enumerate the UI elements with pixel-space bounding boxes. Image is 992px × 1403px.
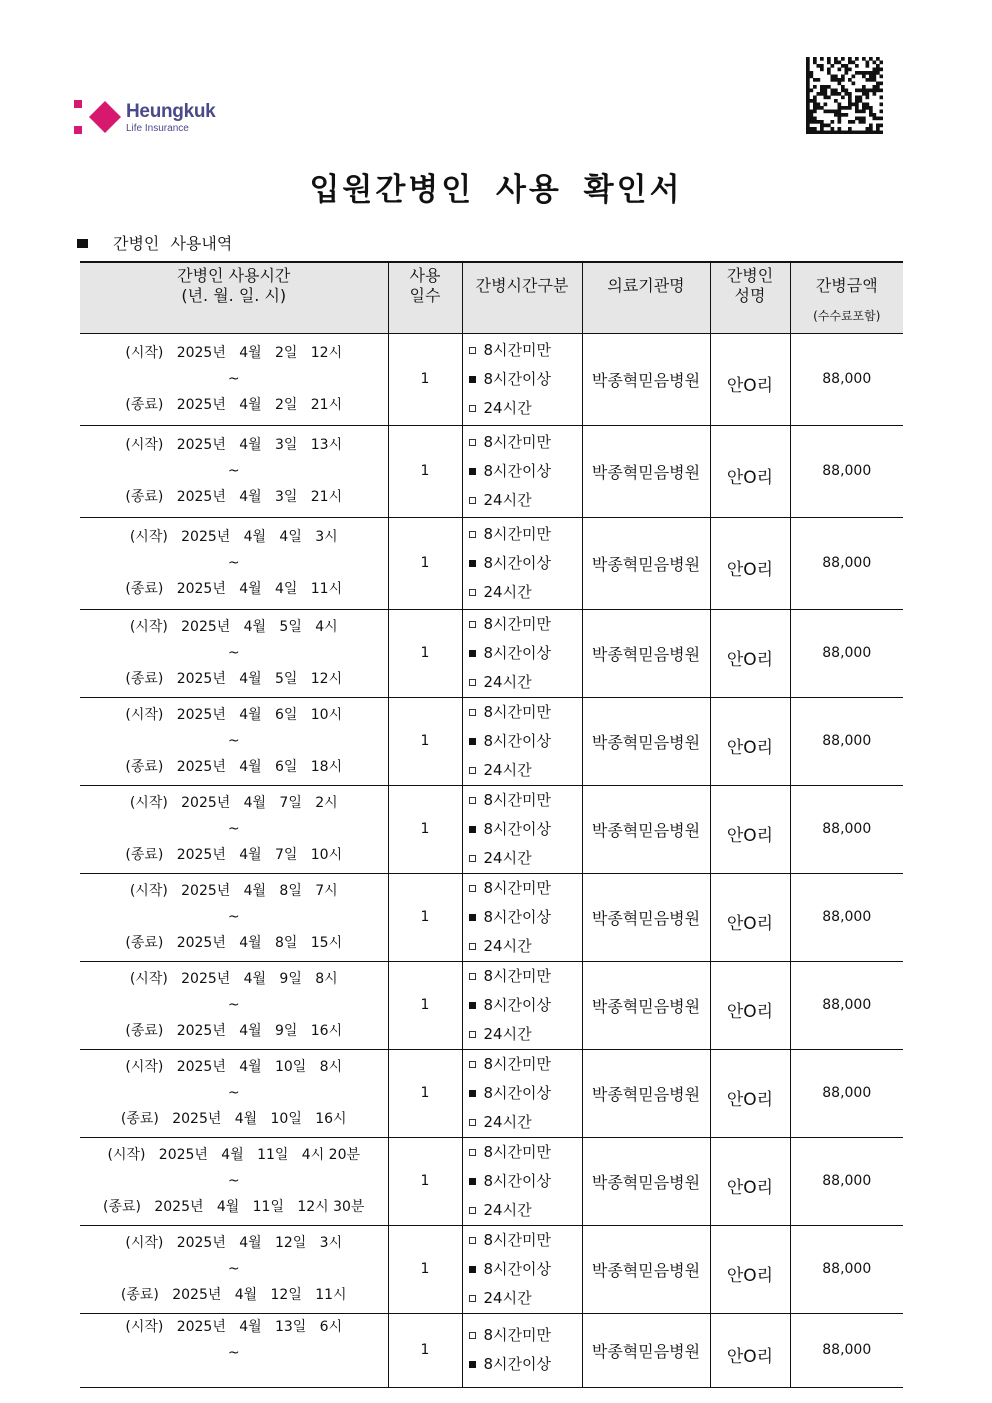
care-type-option (469, 428, 582, 457)
caregiver-name-cell: 안O리 (710, 609, 790, 697)
care-type-option-label: 8시간이상 (483, 369, 552, 388)
usage-period-cell (80, 425, 388, 517)
period-start: (시작) 2025년 4월 3일 13시 (125, 437, 343, 453)
checked-box-icon (469, 468, 476, 475)
care-type-option-label: 24시간 (483, 848, 532, 867)
unchecked-box-icon (469, 1061, 476, 1068)
care-type-option (469, 639, 582, 668)
company-subtitle: Life Insurance (126, 123, 189, 134)
usage-period-cell (80, 1225, 388, 1313)
care-type-cell (462, 1225, 582, 1313)
header-caregiver-name (710, 262, 790, 333)
amount-cell: 88,000 (790, 697, 903, 785)
usage-period-cell (80, 1049, 388, 1137)
header-amount-label: 간병금액 (815, 276, 878, 295)
care-type-option-label: 24시간 (483, 672, 532, 691)
care-type-option-label: 8시간이상 (483, 819, 552, 838)
period-end: (종료) 2025년 4월 2일 21시 (125, 397, 343, 413)
care-type-option (469, 1020, 582, 1049)
header-days-line2: 일수 (409, 286, 441, 305)
table-header-row (80, 262, 903, 333)
header-caregiver-line1: 간병인 (726, 266, 774, 285)
care-type-option (469, 1196, 582, 1225)
care-type-option-label: 8시간미만 (483, 702, 552, 721)
care-type-option-label: 8시간이상 (483, 907, 552, 926)
care-type-option-label: 8시간미만 (483, 614, 552, 633)
care-type-option (469, 549, 582, 578)
care-type-option-label: 24시간 (483, 1112, 532, 1131)
unchecked-box-icon (469, 709, 476, 716)
care-type-option (469, 1284, 582, 1313)
table-row (80, 1225, 903, 1313)
care-type-option (469, 365, 582, 394)
care-type-cell (462, 425, 582, 517)
table-row (80, 785, 903, 873)
usage-days-cell: 1 (388, 333, 462, 425)
unchecked-box-icon (469, 679, 476, 686)
hospital-cell: 박종혁믿음병원 (582, 961, 710, 1049)
caregiver-name-cell: 안O리 (710, 1049, 790, 1137)
care-type-option-label: 24시간 (483, 1288, 532, 1307)
caregiver-name-cell: 안O리 (710, 785, 790, 873)
care-type-cell (462, 517, 582, 609)
unchecked-box-icon (469, 405, 476, 412)
amount-cell: 88,000 (790, 1049, 903, 1137)
checked-box-icon (469, 1002, 476, 1009)
care-type-option-label: 8시간미만 (483, 432, 552, 451)
care-type-option (469, 698, 582, 727)
header-amount-sub: (수수료포함) (813, 309, 881, 323)
header-caregiver-line2: 성명 (734, 286, 766, 305)
period-start: (시작) 2025년 4월 13일 6시 (125, 1318, 343, 1335)
unchecked-box-icon (469, 885, 476, 892)
usage-period-cell (80, 697, 388, 785)
amount-cell: 88,000 (790, 425, 903, 517)
period-start: (시작) 2025년 4월 6일 10시 (125, 707, 343, 723)
care-type-cell (462, 1313, 582, 1387)
unchecked-box-icon (469, 1031, 476, 1038)
checked-box-icon (469, 1266, 476, 1273)
care-type-option-label: 8시간이상 (483, 731, 552, 750)
period-end: (종료) 2025년 4월 11일 12시 30분 (103, 1199, 365, 1215)
hospital-cell: 박종혁믿음병원 (582, 697, 710, 785)
period-tilde: ~ (227, 371, 240, 387)
period-end: (종료) 2025년 4월 6일 18시 (125, 759, 343, 775)
section-heading (77, 231, 232, 254)
caregiver-usage-table (80, 261, 903, 1388)
care-type-option (469, 486, 582, 515)
table-row (80, 873, 903, 961)
care-type-cell (462, 961, 582, 1049)
care-type-option (469, 727, 582, 756)
care-type-option-label: 8시간이상 (483, 1355, 552, 1373)
table-row (80, 1049, 903, 1137)
care-type-option (469, 1321, 582, 1350)
care-type-option (469, 1255, 582, 1284)
hospital-cell: 박종혁믿음병원 (582, 425, 710, 517)
care-type-option (469, 756, 582, 785)
unchecked-box-icon (469, 439, 476, 446)
hospital-cell: 박종혁믿음병원 (582, 333, 710, 425)
table-row (80, 961, 903, 1049)
table-row (80, 517, 903, 609)
unchecked-box-icon (469, 1149, 476, 1156)
care-type-cell (462, 873, 582, 961)
usage-period-cell (80, 517, 388, 609)
qr-code-icon (806, 57, 883, 134)
heungkuk-logo-icon (74, 100, 122, 136)
unchecked-box-icon (469, 589, 476, 596)
care-type-option-label: 24시간 (483, 1200, 532, 1219)
table-row (80, 609, 903, 697)
period-tilde: ~ (227, 733, 240, 749)
care-type-option-label: 8시간미만 (483, 1326, 552, 1344)
care-type-cell (462, 609, 582, 697)
usage-period-cell (80, 1137, 388, 1225)
period-tilde: ~ (227, 1085, 240, 1101)
period-tilde: ~ (227, 1261, 240, 1277)
period-tilde: ~ (227, 645, 240, 661)
period-end: (종료) 2025년 4월 10일 16시 (120, 1111, 347, 1127)
unchecked-box-icon (469, 767, 476, 774)
checked-box-icon (469, 1361, 476, 1368)
care-type-option (469, 578, 582, 607)
care-type-option (469, 962, 582, 991)
caregiver-name-cell: 안O리 (710, 425, 790, 517)
care-type-option-label: 24시간 (483, 1024, 532, 1043)
care-type-option-label: 8시간이상 (483, 461, 552, 480)
care-type-option-label: 8시간이상 (483, 1083, 552, 1102)
usage-days-cell: 1 (388, 425, 462, 517)
table-row (80, 425, 903, 517)
usage-days-cell: 1 (388, 785, 462, 873)
usage-days-cell: 1 (388, 517, 462, 609)
care-type-option (469, 1108, 582, 1137)
header-usage-days (388, 262, 462, 333)
usage-days-cell: 1 (388, 1049, 462, 1137)
period-start: (시작) 2025년 4월 10일 8시 (125, 1059, 343, 1075)
table-row (80, 333, 903, 425)
period-start: (시작) 2025년 4월 9일 8시 (129, 971, 338, 987)
care-type-option-label: 8시간미만 (483, 790, 552, 809)
period-end: (종료) 2025년 4월 8일 15시 (125, 935, 343, 951)
header-days-line1: 사용 (409, 266, 441, 285)
care-type-option (469, 1350, 582, 1379)
care-type-option-label: 24시간 (483, 582, 532, 601)
period-end: (종료) 2025년 4월 7일 10시 (125, 847, 343, 863)
care-type-option (469, 668, 582, 697)
usage-period-cell (80, 873, 388, 961)
unchecked-box-icon (469, 497, 476, 504)
period-end: (종료) 2025년 4월 4일 11시 (125, 581, 343, 597)
unchecked-box-icon (469, 1295, 476, 1302)
care-type-option (469, 610, 582, 639)
checked-box-icon (469, 1090, 476, 1097)
header-care-type: 간병시간구분 (462, 262, 582, 333)
care-type-option (469, 336, 582, 365)
care-type-option (469, 786, 582, 815)
unchecked-box-icon (469, 1119, 476, 1126)
usage-period-cell (80, 785, 388, 873)
header-amount (790, 262, 903, 333)
period-end: (종료) 2025년 4월 9일 16시 (125, 1023, 343, 1039)
table-row (80, 1137, 903, 1225)
care-type-option-label: 8시간이상 (483, 995, 552, 1014)
care-type-option (469, 520, 582, 549)
usage-days-cell: 1 (388, 697, 462, 785)
care-type-option (469, 844, 582, 873)
care-type-cell (462, 333, 582, 425)
care-type-option (469, 1226, 582, 1255)
hospital-cell: 박종혁믿음병원 (582, 517, 710, 609)
caregiver-name-cell: 안O리 (710, 333, 790, 425)
caregiver-name-cell: 안O리 (710, 517, 790, 609)
care-type-option-label: 24시간 (483, 490, 532, 509)
hospital-cell: 박종혁믿음병원 (582, 873, 710, 961)
usage-days-cell: 1 (388, 609, 462, 697)
caregiver-name-cell: 안O리 (710, 1313, 790, 1387)
header-period-line1: 간병인 사용시간 (177, 266, 291, 285)
unchecked-box-icon (469, 1207, 476, 1214)
hospital-cell: 박종혁믿음병원 (582, 1049, 710, 1137)
period-start: (시작) 2025년 4월 7일 2시 (129, 795, 338, 811)
period-tilde: ~ (227, 555, 240, 571)
care-type-cell (462, 697, 582, 785)
care-type-option (469, 457, 582, 486)
period-end: (종료) 2025년 4월 12일 11시 (120, 1287, 347, 1303)
usage-days-cell: 1 (388, 961, 462, 1049)
care-type-cell (462, 785, 582, 873)
unchecked-box-icon (469, 797, 476, 804)
unchecked-box-icon (469, 1237, 476, 1244)
hospital-cell: 박종혁믿음병원 (582, 609, 710, 697)
unchecked-box-icon (469, 855, 476, 862)
care-type-option-label: 8시간미만 (483, 524, 552, 543)
period-end: (종료) 2025년 4월 3일 21시 (125, 489, 343, 505)
period-end: (종료) 2025년 4월 5일 12시 (125, 671, 343, 687)
caregiver-name-cell: 안O리 (710, 873, 790, 961)
period-start: (시작) 2025년 4월 12일 3시 (125, 1235, 343, 1251)
amount-cell: 88,000 (790, 1225, 903, 1313)
care-type-option (469, 394, 582, 423)
header-hospital: 의료기관명 (582, 262, 710, 333)
usage-period-cell (80, 961, 388, 1049)
amount-cell: 88,000 (790, 333, 903, 425)
usage-days-cell: 1 (388, 1137, 462, 1225)
unchecked-box-icon (469, 531, 476, 538)
care-type-option-label: 8시간미만 (483, 340, 552, 359)
period-start: (시작) 2025년 4월 5일 4시 (129, 619, 338, 635)
period-start: (시작) 2025년 4월 2일 12시 (125, 345, 343, 361)
hospital-cell: 박종혁믿음병원 (582, 1313, 710, 1387)
period-start: (시작) 2025년 4월 4일 3시 (129, 529, 338, 545)
amount-cell: 88,000 (790, 1313, 903, 1387)
usage-days-cell: 1 (388, 873, 462, 961)
header-usage-period (80, 262, 388, 333)
checked-box-icon (469, 560, 476, 567)
care-type-option-label: 8시간미만 (483, 878, 552, 897)
period-start: (시작) 2025년 4월 11일 4시 20분 (107, 1147, 361, 1163)
period-tilde: ~ (227, 909, 240, 925)
amount-cell: 88,000 (790, 517, 903, 609)
usage-period-cell (80, 333, 388, 425)
usage-period-cell (80, 609, 388, 697)
hospital-cell: 박종혁믿음병원 (582, 1225, 710, 1313)
care-type-option-label: 8시간이상 (483, 553, 552, 572)
care-type-option (469, 1050, 582, 1079)
care-type-option (469, 815, 582, 844)
amount-cell: 88,000 (790, 1137, 903, 1225)
checked-box-icon (469, 738, 476, 745)
checked-box-icon (469, 826, 476, 833)
checked-box-icon (469, 376, 476, 383)
period-tilde: ~ (227, 997, 240, 1013)
unchecked-box-icon (469, 973, 476, 980)
period-tilde: ~ (227, 1344, 240, 1361)
amount-cell: 88,000 (790, 873, 903, 961)
unchecked-box-icon (469, 1332, 476, 1339)
table-row (80, 1313, 903, 1387)
care-type-option (469, 1079, 582, 1108)
care-type-option (469, 1138, 582, 1167)
care-type-option-label: 8시간미만 (483, 966, 552, 985)
care-type-cell (462, 1049, 582, 1137)
period-tilde: ~ (227, 463, 240, 479)
amount-cell: 88,000 (790, 961, 903, 1049)
usage-days-cell: 1 (388, 1225, 462, 1313)
care-type-option-label: 8시간미만 (483, 1054, 552, 1073)
amount-cell: 88,000 (790, 785, 903, 873)
caregiver-name-cell: 안O리 (710, 697, 790, 785)
document-title: 입원간병인 사용 확인서 (309, 172, 683, 208)
table-row (80, 697, 903, 785)
unchecked-box-icon (469, 943, 476, 950)
company-name: Heungkuk (126, 101, 216, 122)
care-type-option-label: 8시간이상 (483, 1171, 552, 1190)
period-tilde: ~ (227, 1173, 240, 1189)
unchecked-box-icon (469, 347, 476, 354)
care-type-option (469, 932, 582, 961)
caregiver-name-cell: 안O리 (710, 1137, 790, 1225)
usage-period-cell (80, 1313, 388, 1387)
hospital-cell: 박종혁믿음병원 (582, 785, 710, 873)
checked-box-icon (469, 1178, 476, 1185)
section-label: 간병인 사용내역 (113, 234, 233, 253)
care-type-option-label: 8시간미만 (483, 1142, 552, 1161)
amount-cell: 88,000 (790, 609, 903, 697)
care-type-option (469, 1167, 582, 1196)
square-bullet-icon (77, 239, 88, 248)
care-type-cell (462, 1137, 582, 1225)
checked-box-icon (469, 914, 476, 921)
care-type-option-label: 8시간이상 (483, 1259, 552, 1278)
care-type-option (469, 874, 582, 903)
care-type-option-label: 24시간 (483, 398, 532, 417)
caregiver-name-cell: 안O리 (710, 961, 790, 1049)
unchecked-box-icon (469, 621, 476, 628)
checked-box-icon (469, 650, 476, 657)
caregiver-name-cell: 안O리 (710, 1225, 790, 1313)
company-logo (74, 100, 215, 136)
care-type-option (469, 991, 582, 1020)
period-start: (시작) 2025년 4월 8일 7시 (129, 883, 338, 899)
care-type-option-label: 24시간 (483, 936, 532, 955)
period-tilde: ~ (227, 821, 240, 837)
care-type-option-label: 8시간이상 (483, 643, 552, 662)
header-period-line2: (년. 월. 일. 시) (181, 286, 287, 305)
care-type-option-label: 24시간 (483, 760, 532, 779)
hospital-cell: 박종혁믿음병원 (582, 1137, 710, 1225)
care-type-option (469, 903, 582, 932)
care-type-option-label: 8시간미만 (483, 1230, 552, 1249)
usage-days-cell: 1 (388, 1313, 462, 1387)
